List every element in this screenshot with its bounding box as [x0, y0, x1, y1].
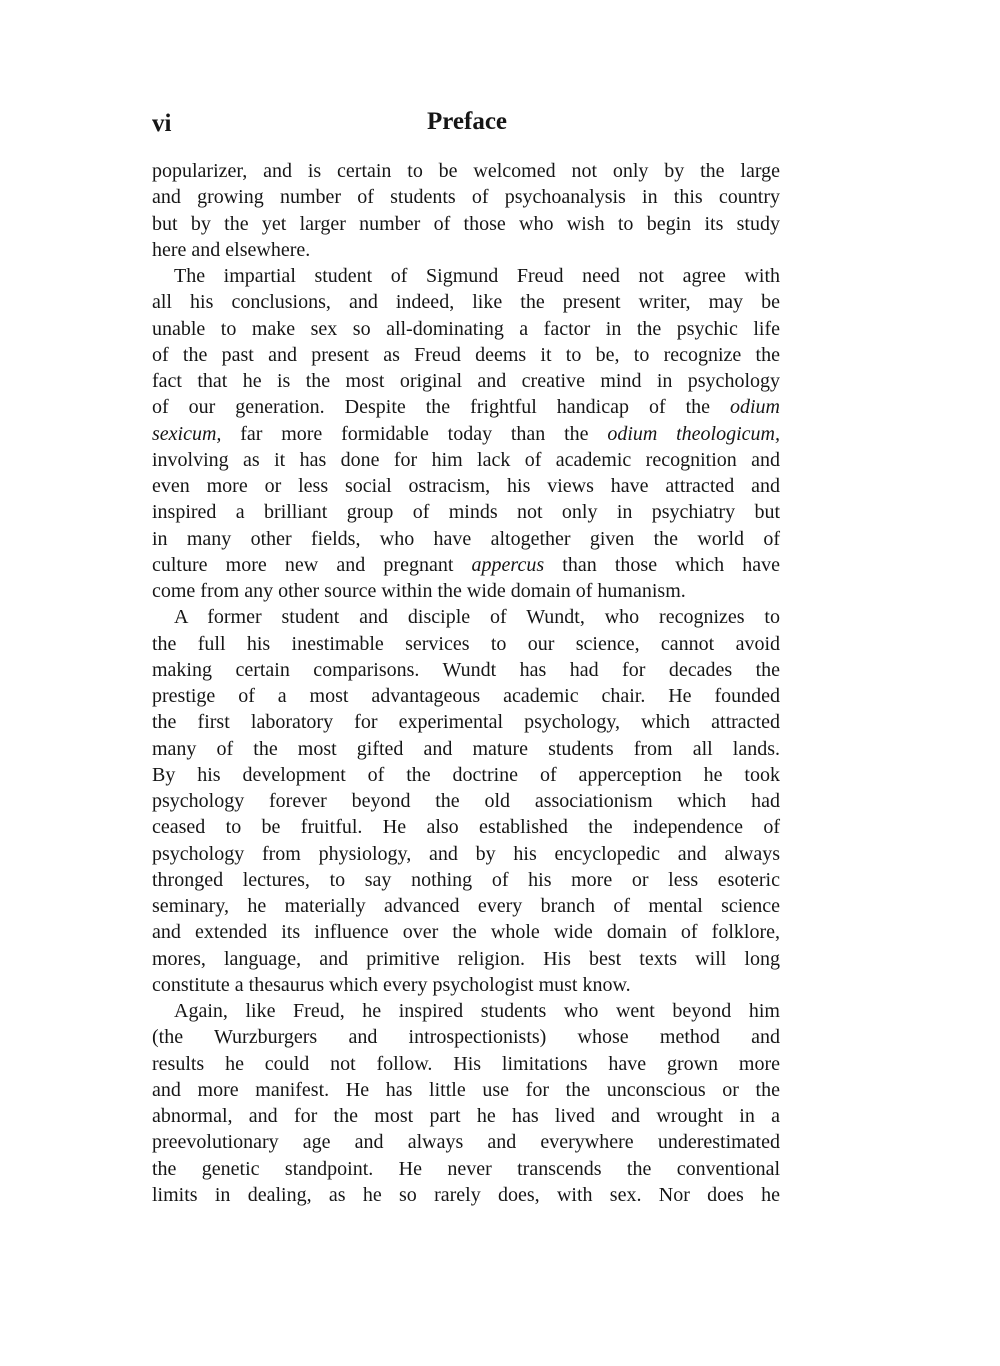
text-segment: and extended its influence over the whole wide domain of folklore, [152, 921, 780, 944]
text-segment: psychology from physiology, and by his encyclopedic and always [152, 842, 780, 865]
text-line [152, 1182, 780, 1208]
text-line [152, 1024, 780, 1050]
text-line [152, 998, 780, 1024]
text-line [152, 683, 780, 709]
text-line [152, 972, 780, 998]
text-line [152, 447, 780, 473]
text-line [152, 1156, 780, 1182]
text-line [152, 211, 780, 237]
text-segment: making certain comparisons. Wundt has had for decades the [152, 658, 780, 681]
text-segment: the full his inestimable services to our science, cannot avoid [152, 632, 780, 655]
text-segment: far more formidable today than the [221, 422, 608, 445]
text-segment: inspired a brilliant group of minds not only in psychiatry but [152, 501, 780, 524]
text-line [152, 657, 780, 683]
text-segment: By his development of the doctrine of apperception he took [152, 763, 780, 786]
text-line [152, 578, 780, 604]
text-segment: many of the most gifted and mature students from all lands. [152, 737, 780, 760]
text-line [152, 342, 780, 368]
text-segment: ceased to be fruitful. He also established the independence of [152, 816, 780, 839]
text-segment: come from any other source within the wide domain of humanism. [152, 580, 686, 602]
text-segment: preevolutionary age and always and everywhere underestimated [152, 1131, 780, 1154]
text-line [152, 1077, 780, 1103]
text-line [152, 709, 780, 735]
text-line [152, 736, 780, 762]
text-segment: the genetic standpoint. He never transcends the conventional [152, 1157, 780, 1180]
italic-text: odium theologicum, [607, 422, 780, 445]
text-segment: of the past and present as Freud deems it to be, to recognize the [152, 343, 780, 366]
text-segment: prestige of a most advantageous academic chair. He founded [152, 685, 780, 707]
text-segment: abnormal, and for the most part he has lived and wrought in a [152, 1105, 780, 1127]
text-line [152, 893, 780, 919]
text-segment: in many other fields, who have altogether given the world of [152, 527, 780, 550]
text-segment: involving as it has done for him lack of academic recognition and [152, 448, 780, 471]
page-body [152, 158, 780, 1208]
text-segment: popularizer, and is certain to be welcomed not only by the large [152, 160, 780, 182]
text-line [152, 946, 780, 972]
text-line [152, 631, 780, 657]
text-segment: of our generation. Despite the frightful handicap of the [152, 396, 730, 419]
text-segment: even more or less social ostracism, his views have attracted and [152, 475, 780, 497]
text-line [152, 184, 780, 210]
text-line [152, 867, 780, 893]
text-line [152, 1103, 780, 1129]
text-segment: all his conclusions, and indeed, like the present writer, may be [152, 291, 780, 314]
text-line [152, 316, 780, 342]
text-line [152, 368, 780, 394]
text-line [152, 762, 780, 788]
text-segment: and more manifest. He has little use for the unconscious or the [152, 1078, 780, 1101]
text-segment: and growing number of students of psychoanalysis in this country [152, 186, 780, 209]
text-line [152, 289, 780, 315]
text-line [152, 263, 780, 289]
text-line [152, 473, 780, 499]
text-line [152, 421, 780, 447]
page-number: vi [152, 110, 172, 137]
text-line [152, 1051, 780, 1077]
text-segment: the first laboratory for experimental psychology, which attracted [152, 711, 780, 734]
text-line [152, 604, 780, 630]
text-line [152, 526, 780, 552]
text-line [152, 499, 780, 525]
text-segment: unable to make sex so all-dominating a factor in the psychic life [152, 317, 780, 340]
italic-text: sexicum, [152, 422, 222, 445]
running-title: Preface [426, 108, 508, 135]
text-segment: constitute a thesaurus which every psychologist must know. [152, 973, 631, 996]
text-line [152, 158, 780, 184]
italic-text: appercus [471, 553, 545, 576]
text-segment: limits in dealing, as he so rarely does, with sex. Nor does he [152, 1183, 780, 1206]
text-segment: than those which have [544, 553, 781, 576]
text-segment: A former student and disciple of Wundt, who recognizes to [174, 606, 780, 629]
text-line [152, 552, 780, 578]
text-line [152, 788, 780, 814]
text-segment: results he could not follow. His limitations have grown more [152, 1052, 780, 1075]
text-segment: seminary, he materially advanced every branch of mental science [152, 895, 780, 917]
text-segment: culture more new and pregnant [152, 553, 472, 576]
text-line [152, 814, 780, 840]
text-line [152, 1129, 780, 1155]
italic-text: odium [730, 396, 780, 419]
text-segment: here and elsewhere. [152, 238, 311, 261]
text-line [152, 841, 780, 867]
text-segment: psychology forever beyond the old associationism which had [152, 790, 780, 812]
text-segment: mores, language, and primitive religion. His best texts will long [152, 947, 780, 970]
text-segment: thronged lectures, to say nothing of his more or less esoteric [152, 868, 780, 891]
text-segment: (the Wurzburgers and introspectionists) whose method and [152, 1026, 780, 1049]
text-line [152, 919, 780, 945]
text-line [152, 237, 780, 263]
text-segment: fact that he is the most original and creative mind in psychology [152, 370, 780, 392]
text-segment: The impartial student of Sigmund Freud need not agree with [174, 265, 780, 287]
text-line [152, 394, 780, 420]
text-segment: Again, like Freud, he inspired students who went beyond him [174, 1000, 780, 1022]
text-segment: but by the yet larger number of those who wish to begin its study [152, 212, 780, 235]
